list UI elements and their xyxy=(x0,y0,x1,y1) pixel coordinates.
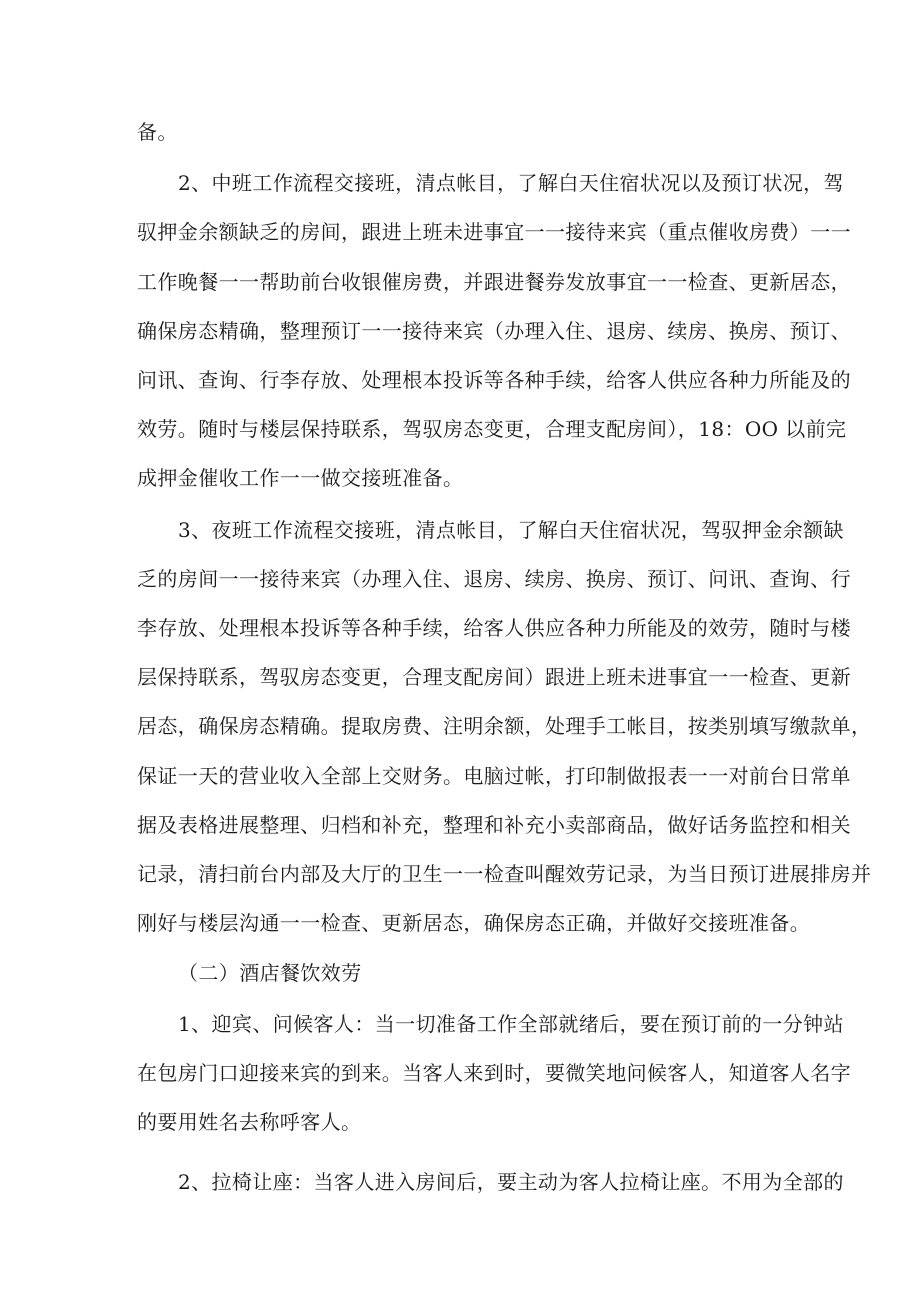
paragraph-line: 1、迎宾、问候客人：当一切准备工作全部就绪后，要在预订前的一分钟站 xyxy=(178,1012,844,1036)
paragraph-line: 2、拉椅让座：当客人进入房间后，要主动为客人拉椅让座。不用为全部的 xyxy=(178,1170,844,1194)
paragraph-line: 居态，确保房态精确。提取房费、注明余额，处理手工帐目，按类别填写缴款单， xyxy=(137,714,872,738)
paragraph-line: 备。 xyxy=(137,120,178,144)
section-heading: （二）酒店餐饮效劳 xyxy=(178,961,362,985)
paragraph-line: 在包房门口迎接来宾的到来。当客人来到时，要微笑地问候客人，知道客人名字 xyxy=(137,1061,851,1085)
paragraph-line: 确保房态精确，整理预订一一接待来宾（办理入住、退房、续房、换房、预订、 xyxy=(137,319,851,343)
paragraph-line: 驭押金余额缺乏的房间，跟进上班未进事宜一一接待来宾（重点催收房费）一一 xyxy=(137,220,851,244)
paragraph-line: 刚好与楼层沟通一一检查、更新居态，确保房态正确，并做好交接班准备。 xyxy=(137,911,811,935)
paragraph-line: 效劳。随时与楼层保持联系，驾驭房态变更，合理支配房间），18：OO 以前完 xyxy=(137,417,847,441)
paragraph-line: 的要用姓名去称呼客人。 xyxy=(137,1110,362,1134)
paragraph-line: 记录，清扫前台内部及大厅的卫生一一检查叫醒效劳记录，为当日预订进展排房并 xyxy=(137,862,872,886)
paragraph-line: 成押金催收工作一一做交接班准备。 xyxy=(137,466,464,490)
paragraph-line: 保证一天的营业收入全部上交财务。电脑过帐，打印制做报表一一对前台日常单 xyxy=(137,764,851,788)
paragraph-line: 3、夜班工作流程交接班，清点帐目，了解白天住宿状况，驾驭押金余额缺 xyxy=(178,518,844,542)
paragraph-line: 层保持联系，驾驭房态变更，合理支配房间）跟进上班未进事宜一一检查、更新 xyxy=(137,665,851,689)
paragraph-line: 问讯、查询、行李存放、处理根本投诉等各种手续，给客人供应各种力所能及的 xyxy=(137,368,851,392)
paragraph-line: 李存放、处理根本投诉等各种手续，给客人供应各种力所能及的效劳，随时与楼 xyxy=(137,616,851,640)
paragraph-line: 2、中班工作流程交接班，清点帐目，了解白天住宿状况以及预订状况，驾 xyxy=(178,171,844,195)
paragraph-line: 乏的房间一一接待来宾（办理入住、退房、续房、换房、预订、问讯、查询、行 xyxy=(137,567,851,591)
paragraph-line: 据及表格进展整理、归档和补充，整理和补充小卖部商品，做好话务监控和相关 xyxy=(137,813,851,837)
paragraph-line: 工作晚餐一一帮助前台收银催房费，并跟进餐券发放事宜一一检查、更新居态， xyxy=(137,270,851,294)
